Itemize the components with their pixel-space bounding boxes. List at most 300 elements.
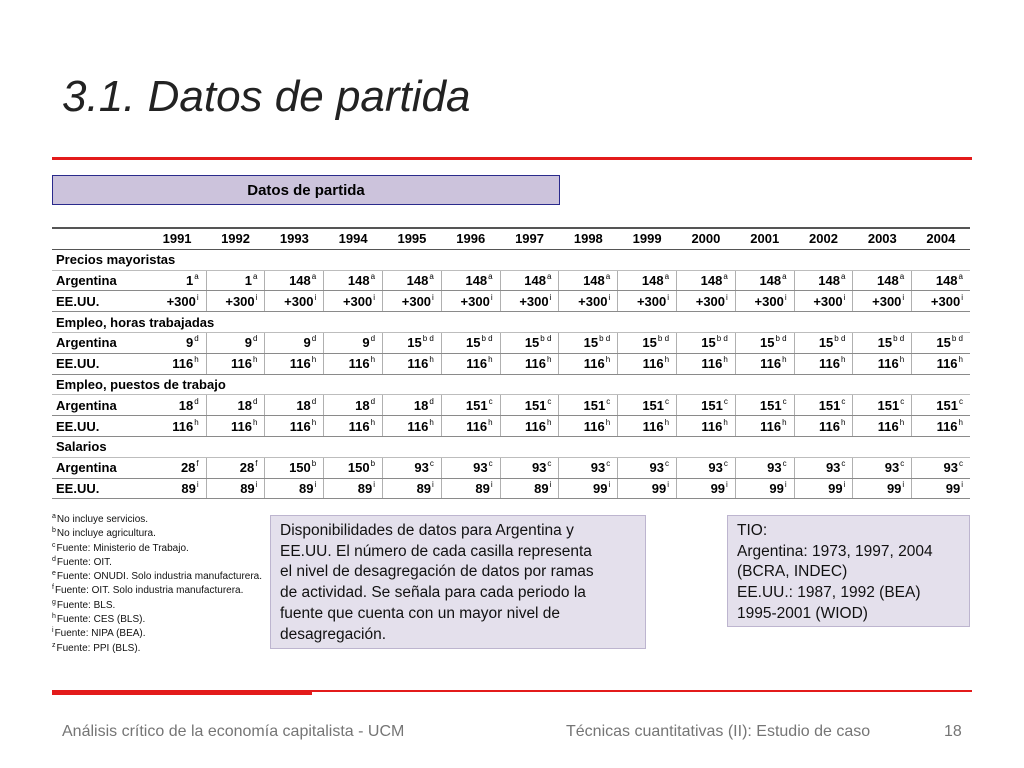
table-cell <box>853 395 912 416</box>
cell-source-mark: h <box>429 355 434 365</box>
table-cell <box>441 395 500 416</box>
page-number: 18 <box>944 723 962 740</box>
cell-value: 116 <box>466 356 488 372</box>
cell-source-mark: i <box>373 292 376 302</box>
cell-source-mark: i <box>490 479 493 489</box>
cell-value: 99 <box>651 480 667 496</box>
tio-line: (BCRA, INDEC) <box>737 563 848 581</box>
table-cell <box>441 332 500 353</box>
cell-value: 150 <box>347 460 370 476</box>
cell-source-mark: h <box>899 355 905 365</box>
cell-value: 28 <box>180 460 196 476</box>
cell-source-mark: i <box>373 479 376 489</box>
table-cell <box>441 457 500 478</box>
cell-value: 15 <box>642 335 657 351</box>
table-cell <box>794 478 853 499</box>
cell-source-mark: f <box>255 459 258 469</box>
table-cell <box>794 353 853 374</box>
footnote-text: Fuente: OIT. <box>56 556 112 568</box>
cell-value: 99 <box>769 480 784 496</box>
footnote <box>52 599 262 613</box>
table-cell <box>912 395 970 416</box>
table-cell <box>853 291 912 312</box>
cell-source-mark: b d <box>716 334 728 344</box>
year-header: 1995 <box>383 228 442 249</box>
cell-value: 9 <box>362 335 370 351</box>
cell-source-mark: c <box>606 396 611 406</box>
cell-source-mark: b d <box>893 334 905 344</box>
table-cell <box>500 291 559 312</box>
cell-value: 116 <box>877 356 899 372</box>
cell-value: +300 <box>695 293 726 309</box>
cell-source-mark: h <box>311 355 317 365</box>
cell-value: 93 <box>531 460 547 476</box>
footnote <box>52 556 262 570</box>
cell-source-mark: h <box>252 355 258 365</box>
cell-source-mark: h <box>488 417 493 427</box>
cell-source-mark: b <box>311 459 317 469</box>
slide-title: 3.1. Datos de partida <box>62 72 471 121</box>
description-line: EE.UU. El número de cada casilla representa <box>280 542 592 560</box>
table-cell <box>148 395 206 416</box>
cell-value: +300 <box>754 293 784 309</box>
cell-source-mark: a <box>370 271 376 281</box>
footnote-mark: e <box>52 570 56 578</box>
cell-source-mark: h <box>605 417 611 427</box>
table-cell <box>265 270 324 291</box>
cell-source-mark: c <box>782 396 787 406</box>
cell-source-mark: a <box>958 271 963 281</box>
section-row <box>52 249 970 270</box>
cell-source-mark: a <box>194 271 199 281</box>
cell-value: 116 <box>701 418 723 434</box>
table-cell <box>383 457 442 478</box>
cell-source-mark: d <box>194 396 199 406</box>
cell-source-mark: i <box>196 292 199 302</box>
cell-value: 89 <box>240 480 255 496</box>
table-cell <box>500 395 559 416</box>
section-row <box>52 374 970 395</box>
year-header: 1997 <box>500 228 559 249</box>
cell-source-mark: i <box>432 292 434 302</box>
cell-value: 116 <box>348 418 370 434</box>
cell-value: 148 <box>700 272 723 288</box>
year-header: 1998 <box>559 228 618 249</box>
cell-source-mark: h <box>488 355 493 365</box>
table-cell <box>677 416 736 437</box>
tio-box <box>727 515 970 627</box>
cell-value: 151 <box>642 397 665 413</box>
cell-value: 99 <box>828 480 843 496</box>
cell-value: 15 <box>583 335 599 351</box>
corner-cell <box>52 228 148 249</box>
table-cell <box>441 353 500 374</box>
cell-source-mark: i <box>784 292 787 302</box>
cell-value: 18 <box>296 397 311 413</box>
cell-value: 15 <box>701 335 716 351</box>
footnote-text: Fuente: BLS. <box>56 599 116 611</box>
table-row <box>52 291 970 312</box>
cell-source-mark: i <box>255 479 258 489</box>
table-cell <box>735 457 794 478</box>
cell-source-mark: b <box>370 459 376 469</box>
cell-source-mark: h <box>958 417 963 427</box>
table-cell <box>500 353 559 374</box>
cell-source-mark: i <box>255 292 258 302</box>
table-cell <box>441 291 500 312</box>
data-table <box>52 227 970 499</box>
footnote <box>52 627 262 641</box>
cell-source-mark: d <box>194 334 199 344</box>
table-cell <box>618 395 677 416</box>
cell-value: 116 <box>701 356 723 372</box>
table-cell <box>853 353 912 374</box>
table-cell <box>559 270 618 291</box>
table-cell <box>148 291 206 312</box>
cell-value: 15 <box>407 335 422 351</box>
cell-value: 148 <box>465 272 488 288</box>
section-label: Salarios <box>52 436 970 457</box>
cell-value: 1 <box>185 272 194 288</box>
footnote-text: Fuente: PPI (BLS). <box>56 642 141 654</box>
description-line: Disponibilidades de datos para Argentina y <box>280 522 574 539</box>
table-cell <box>618 332 677 353</box>
cell-value: 89 <box>298 480 314 496</box>
table-cell <box>794 270 853 291</box>
cell-source-mark: i <box>726 479 728 489</box>
table-cell <box>206 478 265 499</box>
footnote <box>52 542 262 556</box>
table-cell <box>853 270 912 291</box>
table-cell <box>500 332 559 353</box>
section-label: Empleo, horas trabajadas <box>52 312 970 333</box>
cell-source-mark: a <box>840 271 846 281</box>
table-cell <box>324 332 383 353</box>
table-cell <box>383 270 442 291</box>
table-row <box>52 457 970 478</box>
year-header: 1996 <box>441 228 500 249</box>
table-cell <box>265 478 324 499</box>
description-line: desagregación. <box>280 625 386 643</box>
cell-value: +300 <box>519 293 549 309</box>
year-header: 2000 <box>677 228 736 249</box>
cell-value: 148 <box>524 272 546 288</box>
cell-value: 116 <box>760 356 782 372</box>
table-cell <box>324 416 383 437</box>
cell-source-mark: c <box>723 459 728 469</box>
cell-source-mark: c <box>782 459 787 469</box>
footnote-text: Fuente: NIPA (BEA). <box>54 628 146 640</box>
cell-value: 148 <box>641 272 664 288</box>
table-cell <box>383 478 442 499</box>
cell-value: 93 <box>414 460 429 476</box>
cell-value: 1 <box>244 272 252 288</box>
cell-value: 93 <box>825 460 841 476</box>
cell-value: +300 <box>872 293 902 309</box>
footnote-mark: a <box>52 513 56 520</box>
table-cell <box>206 332 265 353</box>
cell-value: +300 <box>578 293 608 309</box>
cell-source-mark: c <box>959 459 963 469</box>
cell-value: 116 <box>172 418 194 434</box>
cell-value: 148 <box>347 272 370 288</box>
cell-source-mark: f <box>196 459 199 469</box>
table-cell <box>206 395 265 416</box>
cell-value: 148 <box>289 272 311 288</box>
cell-value: 93 <box>473 460 488 476</box>
cell-source-mark: b d <box>422 334 434 344</box>
cell-source-mark: h <box>782 355 787 365</box>
cell-source-mark: h <box>782 417 787 427</box>
cell-source-mark: a <box>723 271 728 281</box>
cell-source-mark: c <box>665 459 670 469</box>
cell-source-mark: a <box>252 271 258 281</box>
cell-value: 9 <box>185 335 194 351</box>
cell-value: 89 <box>357 480 373 496</box>
cell-value: 151 <box>524 397 547 413</box>
cell-value: 99 <box>945 480 961 496</box>
section-label: Empleo, puestos de trabajo <box>52 374 970 395</box>
cell-source-mark: h <box>840 417 846 427</box>
table-cell <box>794 416 853 437</box>
cell-value: 116 <box>289 356 311 372</box>
table-cell <box>265 291 324 312</box>
cell-value: 89 <box>416 480 432 496</box>
footnote <box>52 570 262 584</box>
table-cell <box>324 353 383 374</box>
table-cell <box>559 291 618 312</box>
row-label: Argentina <box>52 395 148 416</box>
cell-value: +300 <box>930 293 961 309</box>
table-cell <box>912 270 970 291</box>
cell-value: 116 <box>642 356 664 372</box>
footer-subject: Técnicas cuantitativas (II): Estudio de caso <box>566 723 871 740</box>
cell-value: 116 <box>524 418 546 434</box>
cell-source-mark: a <box>429 271 434 281</box>
cell-value: 116 <box>172 356 194 372</box>
cell-value: 18 <box>355 397 370 413</box>
cell-value: +300 <box>225 293 255 309</box>
table-cell <box>794 395 853 416</box>
cell-source-mark: d <box>252 334 258 344</box>
table-cell <box>265 353 324 374</box>
cell-value: +300 <box>401 293 432 309</box>
table-cell <box>441 416 500 437</box>
year-header: 2004 <box>912 228 970 249</box>
footnote-text: No incluye servicios. <box>56 514 149 525</box>
table-cell <box>618 416 677 437</box>
cell-source-mark: h <box>664 355 670 365</box>
cell-source-mark: a <box>546 271 552 281</box>
row-label: EE.UU. <box>52 416 148 437</box>
tio-line: TIO: <box>737 522 768 539</box>
table-cell <box>500 270 559 291</box>
table-cell <box>148 353 206 374</box>
cell-value: 15 <box>936 335 951 351</box>
description-line: el nivel de desagregación de datos por ramas <box>280 563 594 581</box>
footnote-mark: z <box>52 641 56 649</box>
year-header: 2002 <box>794 228 853 249</box>
cell-source-mark: c <box>488 459 493 469</box>
table-cell <box>148 332 206 353</box>
table-cell <box>677 457 736 478</box>
cell-value: 93 <box>943 460 958 476</box>
table-cell <box>383 291 442 312</box>
table-cell <box>677 478 736 499</box>
cell-value: 116 <box>936 356 958 372</box>
cell-value: 93 <box>708 460 723 476</box>
cell-source-mark: h <box>429 417 434 427</box>
cell-source-mark: i <box>196 479 199 489</box>
cell-source-mark: h <box>311 417 317 427</box>
cell-value: 116 <box>583 418 605 434</box>
table-cell <box>324 478 383 499</box>
row-label: EE.UU. <box>52 478 148 499</box>
cell-source-mark: c <box>900 396 905 406</box>
cell-source-mark: d <box>311 396 317 406</box>
cell-value: 151 <box>701 397 723 413</box>
cell-value: 116 <box>936 418 958 434</box>
footnote-mark: d <box>52 555 56 563</box>
table-cell <box>383 332 442 353</box>
cell-source-mark: i <box>961 292 963 302</box>
cell-source-mark: a <box>782 271 787 281</box>
cell-value: 15 <box>466 335 481 351</box>
cell-value: 93 <box>884 460 900 476</box>
table-cell <box>677 291 736 312</box>
table-cell <box>912 478 970 499</box>
table-cell <box>206 353 265 374</box>
cell-value: 18 <box>178 397 194 413</box>
cell-source-mark: b d <box>599 334 611 344</box>
table-row <box>52 416 970 437</box>
cell-value: 116 <box>466 418 488 434</box>
cell-source-mark: h <box>958 355 963 365</box>
cell-source-mark: h <box>370 355 376 365</box>
cell-source-mark: c <box>959 396 963 406</box>
cell-value: 151 <box>818 397 841 413</box>
footnotes <box>52 513 262 656</box>
cell-value: 9 <box>303 335 311 351</box>
cell-source-mark: h <box>899 417 905 427</box>
year-header: 1993 <box>265 228 324 249</box>
cell-value: 151 <box>759 397 782 413</box>
table-cell <box>500 457 559 478</box>
cell-value: 151 <box>877 397 900 413</box>
footnote-mark: i <box>52 627 54 635</box>
tio-line: 1995-2001 (WIOD) <box>737 604 868 622</box>
cell-source-mark: a <box>899 271 905 281</box>
cell-value: 89 <box>534 480 549 496</box>
footnote <box>52 527 262 541</box>
row-label: Argentina <box>52 270 148 291</box>
cell-source-mark: i <box>549 479 552 489</box>
table-row <box>52 270 970 291</box>
section-row <box>52 312 970 333</box>
title-divider <box>52 157 972 160</box>
cell-source-mark: d <box>370 396 376 406</box>
year-header: 1994 <box>324 228 383 249</box>
cell-value: +300 <box>636 293 667 309</box>
footnote-text: Fuente: CES (BLS). <box>56 614 146 626</box>
cell-source-mark: h <box>723 417 728 427</box>
table-cell <box>735 270 794 291</box>
table-cell <box>794 332 853 353</box>
cell-value: 116 <box>760 418 782 434</box>
bottom-progress-bar <box>52 690 312 695</box>
table-cell <box>559 332 618 353</box>
table-row <box>52 353 970 374</box>
cell-source-mark: c <box>488 396 493 406</box>
table-row <box>52 395 970 416</box>
table-cell <box>206 457 265 478</box>
table-cell <box>618 457 677 478</box>
footnote-text: Fuente: OIT. Solo industria manufacturera. <box>54 585 244 597</box>
section-row <box>52 436 970 457</box>
cell-source-mark: i <box>314 479 317 489</box>
cell-source-mark: i <box>843 479 846 489</box>
cell-source-mark: h <box>194 355 199 365</box>
cell-value: 99 <box>710 480 726 496</box>
table-cell <box>735 478 794 499</box>
cell-source-mark: i <box>667 292 670 302</box>
cell-source-mark: d <box>252 396 258 406</box>
footnote-mark: c <box>52 541 56 549</box>
cell-source-mark: c <box>665 396 670 406</box>
table-cell <box>735 395 794 416</box>
cell-source-mark: i <box>608 479 611 489</box>
table-cell <box>206 416 265 437</box>
cell-source-mark: i <box>314 292 317 302</box>
cell-value: 89 <box>181 480 196 496</box>
table-cell <box>206 291 265 312</box>
cell-source-mark: i <box>902 479 905 489</box>
cell-value: 116 <box>407 356 429 372</box>
cell-source-mark: d <box>370 334 376 344</box>
footnote <box>52 584 262 598</box>
cell-value: 116 <box>524 356 546 372</box>
cell-value: +300 <box>284 293 314 309</box>
cell-source-mark: b d <box>540 334 552 344</box>
cell-value: 151 <box>936 397 958 413</box>
table-cell <box>912 457 970 478</box>
cell-source-mark: b d <box>481 334 493 344</box>
footnote <box>52 642 262 656</box>
table-cell <box>383 353 442 374</box>
table-header-row <box>52 228 970 249</box>
cell-source-mark: c <box>429 459 434 469</box>
table-cell <box>677 353 736 374</box>
table-cell <box>618 270 677 291</box>
table-cell <box>441 270 500 291</box>
table-cell <box>853 332 912 353</box>
cell-value: 151 <box>465 397 488 413</box>
table-cell <box>912 416 970 437</box>
cell-source-mark: i <box>490 292 493 302</box>
cell-source-mark: c <box>606 459 611 469</box>
cell-source-mark: i <box>961 479 963 489</box>
cell-value: 148 <box>583 272 605 288</box>
cell-value: 99 <box>886 480 902 496</box>
cell-source-mark: i <box>549 292 552 302</box>
cell-source-mark: b d <box>775 334 787 344</box>
cell-value: +300 <box>813 293 843 309</box>
cell-value: 15 <box>818 335 834 351</box>
cell-source-mark: h <box>840 355 846 365</box>
table-cell <box>383 395 442 416</box>
row-label: Argentina <box>52 457 148 478</box>
cell-source-mark: a <box>488 271 493 281</box>
